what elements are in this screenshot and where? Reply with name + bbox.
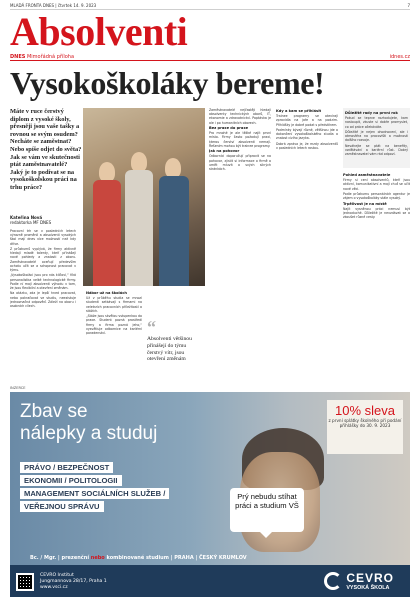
ad-title	[20, 401, 157, 445]
paragraph: Neváhejte se ptát na benefity, vzdělávání a kariérní růst. Dobrý zaměstnavatel vám rád odpoví.	[345, 143, 408, 157]
contact-address	[40, 573, 107, 591]
paragraph: Na otázku, zda je lepší hned pracovat, nebo pokračovat ve studiu, neexistuje jednoznačná odpověď. Záleží na oboru i osobních cílech.	[10, 291, 76, 309]
section-heading: Bez praxe do praxe	[209, 126, 249, 130]
paragraph: „Stáže jsou skvělou vstupenkou do praxe. Student pozná prostředí firmy a firma pozná jeho,“ vysvětluje odbornice na kariérní poradenství.	[86, 314, 142, 336]
sidebar-box	[343, 108, 410, 168]
study-or: nebo	[90, 555, 105, 561]
cevro-logo	[346, 571, 394, 591]
author-name: Kateřina Nová	[10, 215, 43, 220]
person-body	[93, 180, 121, 286]
person-head	[99, 162, 115, 182]
quote-mark-icon: “	[147, 317, 156, 337]
study-degree: Bc. / Mgr. | prezenční	[30, 555, 90, 561]
pull-quote	[147, 317, 203, 363]
program-item: VEŘEJNOU SPRÁVU	[20, 501, 104, 512]
logo-c-icon	[324, 572, 342, 590]
ad-footer	[10, 565, 410, 597]
paragraph: Pracovní trh se v posledních letech výrazně proměnil a absolventi vysokých škol mají dnes více možností než kdy dříve.	[10, 229, 76, 246]
program-item: PRÁVO / BEZPEČNOST	[20, 462, 113, 473]
website-label: idnes.cz	[389, 54, 410, 60]
person-head	[131, 152, 147, 172]
article-intro: Máte v ruce čerstvý diplom z vysoké školy, přesněji jsou vaše tašky a rovnou se svým osudem? Necháte se zaměstnat? Nebo spíše odjet do světa? Jak se vám ve skutečnosti ptát zaměstnavatelé? Jaký je to podívat se na vysokoškolskou práci na trhu práce?	[10, 108, 82, 191]
advertisement-cevro[interactable]	[10, 392, 410, 597]
section-heading: Pohled zaměstnavatele	[343, 173, 391, 177]
page-number: 7	[407, 3, 410, 8]
person-body	[125, 170, 153, 286]
speech-bubble: Prý nebudu stíhat práci a studium VŠ	[230, 488, 304, 532]
supplement-brand: DNES	[10, 54, 26, 60]
discount-terms: z první splátky školného při podání přihlášky do 30. 9. 2023	[328, 418, 402, 428]
author-block	[10, 215, 51, 225]
section-heading: Jak na pohovor	[209, 149, 240, 154]
qr-code-icon[interactable]	[16, 573, 34, 591]
paragraph: Už v průběhu studia se mnozí studenti setkávají s firmami na veletrzích pracovních příležitostí a stážích.	[86, 296, 142, 313]
author-role: redaktorka MF DNES	[10, 220, 52, 225]
paragraph: „Vysokoškoláci jsou pro nás klíčoví,“ říká personalistka velké technologické firmy. Podle ní mají absolventi výhodu v tom, že jsou flexibilní a otevření změnám.	[10, 273, 76, 291]
paragraph: Podle průzkumu personálních agentur je zájem o vysokoškoláky stále vysoký.	[343, 192, 410, 201]
article-column-1	[10, 229, 76, 381]
program-item: MANAGEMENT SOCIÁLNÍCH SLUŽEB /	[20, 488, 169, 499]
institution-name: CEVRO Institut	[40, 573, 74, 578]
street-address: Jungmannova 28/17, Praha 1	[40, 579, 107, 584]
article-column-3	[209, 108, 271, 382]
sidebar-heading: Důležité rady na první rok	[345, 111, 398, 115]
paragraph: Zaměstnavatelé nejčastěji hledají absolventy technických oborů, IT, ekonomie a zdravotnictví. Poptávka je ale i po humanitních oborech.	[209, 108, 271, 125]
paragraph: Dobrá zpráva je, že mzdy absolventů v posledních letech rostou.	[276, 141, 338, 150]
article-photo-students	[83, 108, 205, 286]
paragraph: Najít vysněnou práci nemusí být jednoduché. Důležité je nevzdávat se a zkoušet různé cesty.	[343, 206, 410, 220]
discount-value: 10% sleva	[335, 403, 395, 418]
issue-info: MLADÁ FRONTA DNES | čtvrtek 14. 9. 2023	[10, 3, 97, 8]
article-headline: Vysokoškoláky bereme!	[10, 65, 325, 101]
website-link[interactable]: www.vsci.cz	[40, 585, 68, 590]
section-heading: Nábor už na školách	[86, 291, 127, 295]
supplement-label: Mimořádná příloha	[26, 54, 75, 60]
masthead-title: Absolventi	[10, 9, 188, 54]
paragraph: Firmy si cení absolventů, kteří jsou aktivní, komunikativní a mají chuť se učit nové věci.	[343, 178, 410, 191]
paragraph: Důležité je nejen ohodnocení, ale i atmosféra na pracovišti a možnosti dalšího rozvoje.	[345, 130, 408, 143]
paragraph: Podmínky bývají různé, většinou jde o dokončení vysokoškolského studia a znalost cizího jazyka.	[276, 128, 338, 141]
person-head	[165, 158, 181, 178]
study-mode: kombinované studium | PRAHA |	[106, 555, 198, 561]
ad-title-line-2: nálepky a studuj	[20, 423, 158, 444]
study-info	[30, 555, 247, 561]
article-column-4	[276, 108, 338, 382]
program-item: EKONOMII / POLITOLOGII	[20, 475, 122, 486]
section-heading: Kdy a kam se přihlásit	[276, 109, 322, 113]
discount-badge	[327, 400, 403, 454]
paragraph: Pro mnohé je ale těžké najít první místo. Firmy často požadují praxi, kterou čerství absolventi nemají. Řešením mohou být trainee programy.	[209, 131, 271, 148]
paragraph: Odborníci doporučují připravit se na pohovor, zjistit si informace o firmě a umět mluvit o svých silných stránkách.	[209, 154, 271, 172]
article-column-5	[343, 172, 410, 382]
supplement-line	[10, 54, 410, 61]
quote-text: Absolventi většinou přinášejí do týmu čerstvý vítr, jsou otevření změnám	[147, 336, 192, 363]
study-location: ČESKÝ KRUMLOV	[199, 555, 247, 561]
section-heading: Trpělivost je na místě	[343, 201, 387, 206]
advertisement-label: INZERCE	[10, 386, 26, 390]
logo-subtitle: VYSOKÁ ŠKOLA	[346, 585, 390, 591]
paragraph: Pokud se teprve rozhodujete, kam nastoupit, zkuste si dobře promyslet, co od práce očekáváte.	[345, 116, 408, 129]
article-column-2	[86, 290, 142, 382]
ad-title-line-1: Zbav se	[20, 401, 88, 422]
person-body	[159, 176, 189, 286]
paragraph: Trainee programy se otevírají zpravidla na jaře a na podzim. Přihlášky je dobré podat s předstihem.	[276, 114, 338, 127]
paragraph: Z průzkumů vyplývá, že firmy aktivně hledají mladé talenty, kteří přinášejí nové pohledy a znalosti z oboru. Zaměstnavatelé oceňují především ochotu učit se a schopnost pracovat v týmu.	[10, 247, 76, 273]
logo-name: CEVRO	[346, 571, 394, 585]
program-list	[20, 462, 169, 514]
